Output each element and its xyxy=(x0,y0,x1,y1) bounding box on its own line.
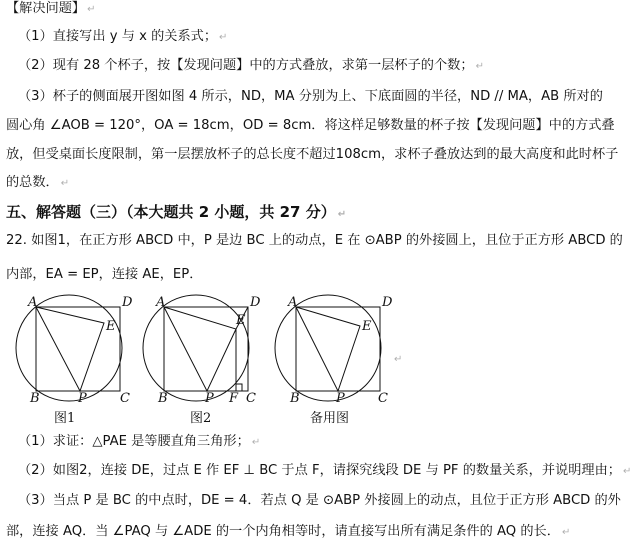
line-9: 22. 如图1，在正方形 ABCD 中，P 是边 BC 上的动点，E 在 ⊙ABP 的外接圆上，且位于正方形 ABCD 的 xyxy=(6,233,623,248)
caption-fig2: 图2 xyxy=(190,411,212,426)
right-angle-mark xyxy=(236,384,242,391)
label-E: E xyxy=(236,313,246,328)
line-5: 圆心角 ∠AOB = 120°，OA = 18cm，OD = 8cm．将这样足够数量的杯子按【发现问题】中的方式叠 xyxy=(6,118,615,133)
triangle-pae xyxy=(164,307,236,391)
section-heading: 五、解答题（三）（本大题共 2 小题，共 27 分） ↵ xyxy=(6,203,347,221)
figure-1 xyxy=(8,294,148,404)
label-B: B xyxy=(30,391,40,406)
label-E: E xyxy=(106,319,116,334)
line-6: 放，但受桌面长度限制，第一层摆放杯子的总长度不超过108cm，求杯子叠放达到的最大高度和此时杯子 xyxy=(6,147,619,162)
label-B: B xyxy=(158,391,168,406)
line-12: （2）如图2，连接 DE，过点 E 作 EF ⊥ BC 于点 F，请探究线段 DE 与 PF 的数量关系，并说明理由； ↵ xyxy=(18,463,631,478)
label-B: B xyxy=(290,391,300,406)
return-mark: ↵ xyxy=(394,354,403,365)
caption-fig1: 图1 xyxy=(54,411,76,426)
label-D: D xyxy=(382,295,393,310)
triangle-pae xyxy=(296,307,360,391)
label-A: A xyxy=(156,295,166,310)
label-A: A xyxy=(288,295,298,310)
label-A: A xyxy=(28,295,38,310)
line-10: 内部，EA = EP，连接 AE，EP． xyxy=(6,267,203,282)
label-C: C xyxy=(246,391,256,406)
label-C: C xyxy=(120,391,130,406)
line-4: （3）杯子的侧面展开图如图 4 所示，ND，MA 分别为上、下底面圆的半径，ND // MA，AB 所对的 xyxy=(18,89,603,104)
figure-spare xyxy=(264,294,404,404)
label-C: C xyxy=(378,391,388,406)
line-11: （1）求证：△PAE 是等腰直角三角形； ↵ xyxy=(18,434,261,449)
label-P: P xyxy=(336,391,345,406)
line-2: （1）直接写出 y 与 x 的关系式； ↵ xyxy=(18,29,228,44)
label-D: D xyxy=(250,295,261,310)
label-F: F xyxy=(229,391,239,406)
line-3: （2）现有 28 个杯子，按【发现问题】中的方式叠放，求第一层杯子的个数； ↵ xyxy=(18,58,484,73)
circumcircle xyxy=(143,295,249,401)
line-14: 部，连接 AQ．当 ∠PAQ 与 ∠ADE 的一个内角相等时，请直接写出所有满足条件的 AQ 的长． ↵ xyxy=(6,524,571,539)
label-P: P xyxy=(205,391,214,406)
figure-2 xyxy=(132,294,272,404)
circumcircle xyxy=(16,295,122,401)
triangle-pae xyxy=(36,307,104,391)
label-D: D xyxy=(122,295,133,310)
line-7: 的总数． ↵ xyxy=(6,175,70,190)
caption-spare: 备用图 xyxy=(310,411,350,426)
line-13: （3）当点 P 是 BC 的中点时，DE = 4．若点 Q 是 ⊙ABP 外接圆上的动点，且位于正方形 ABCD 的外 xyxy=(18,493,621,508)
line-1: 【解决问题】 ↵ xyxy=(6,1,96,16)
label-E: E xyxy=(362,319,372,334)
label-P: P xyxy=(78,391,87,406)
circumcircle xyxy=(275,295,381,401)
